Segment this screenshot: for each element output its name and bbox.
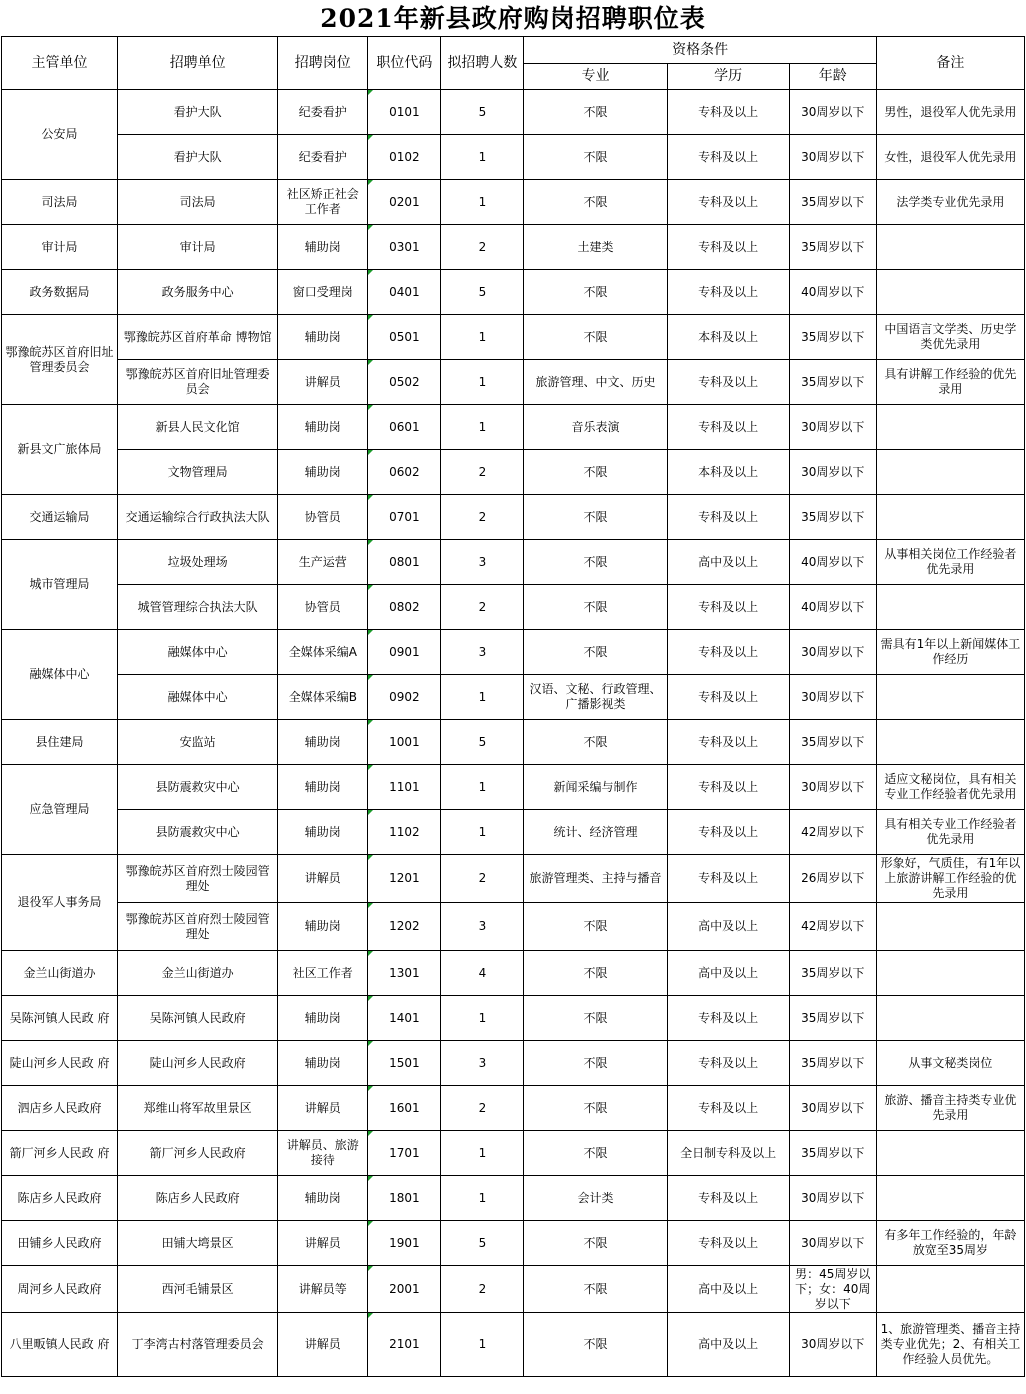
cell-code: 1102 xyxy=(368,810,441,855)
cell-education: 专科及以上 xyxy=(667,855,789,903)
cell-unit: 鄂豫皖苏区首府烈士陵园管理处 xyxy=(118,903,278,951)
cell-note xyxy=(876,450,1024,495)
cell-dept: 八里畈镇人民政 府 xyxy=(2,1313,118,1377)
cell-note: 1、旅游管理类、播音主持类专业优先；2、有相关工作经验人员优先。 xyxy=(876,1313,1024,1377)
table-header xyxy=(2,37,1025,90)
cell-education: 高中及以上 xyxy=(667,1266,789,1313)
cell-unit: 司法局 xyxy=(118,180,278,225)
cell-count: 1 xyxy=(441,180,524,225)
cell-unit: 交通运输综合行政执法大队 xyxy=(118,495,278,540)
cell-dept: 鄂豫皖苏区首府旧址管理委员会 xyxy=(2,315,118,405)
cell-education: 高中及以上 xyxy=(667,903,789,951)
cell-note: 从事文秘类岗位 xyxy=(876,1041,1024,1086)
table-row xyxy=(2,675,1025,720)
cell-major: 不限 xyxy=(524,720,667,765)
table-row xyxy=(2,1313,1025,1377)
cell-major: 不限 xyxy=(524,540,667,585)
cell-count: 1 xyxy=(441,315,524,360)
cell-note xyxy=(876,585,1024,630)
cell-unit: 丁李湾古村落管理委员会 xyxy=(118,1313,278,1377)
cell-count: 1 xyxy=(441,135,524,180)
cell-code: 1401 xyxy=(368,996,441,1041)
cell-dept: 交通运输局 xyxy=(2,495,118,540)
cell-note xyxy=(876,675,1024,720)
cell-count: 2 xyxy=(441,225,524,270)
cell-age: 40周岁以下 xyxy=(789,585,876,630)
cell-note xyxy=(876,903,1024,951)
cell-age: 30周岁以下 xyxy=(789,630,876,675)
cell-age: 30周岁以下 xyxy=(789,675,876,720)
cell-dept: 吴陈河镇人民政 府 xyxy=(2,996,118,1041)
cell-count: 5 xyxy=(441,270,524,315)
cell-age: 30周岁以下 xyxy=(789,90,876,135)
cell-code: 0801 xyxy=(368,540,441,585)
cell-count: 3 xyxy=(441,903,524,951)
cell-age: 35周岁以下 xyxy=(789,996,876,1041)
cell-count: 1 xyxy=(441,996,524,1041)
cell-post: 全媒体采编A xyxy=(278,630,368,675)
cell-unit: 陡山河乡人民政府 xyxy=(118,1041,278,1086)
cell-unit: 审计局 xyxy=(118,225,278,270)
table-row xyxy=(2,630,1025,675)
cell-major: 不限 xyxy=(524,495,667,540)
cell-code: 1301 xyxy=(368,951,441,996)
cell-note xyxy=(876,495,1024,540)
cell-count: 3 xyxy=(441,1041,524,1086)
cell-post: 协管员 xyxy=(278,585,368,630)
cell-dept: 周河乡人民政府 xyxy=(2,1266,118,1313)
cell-post: 辅助岗 xyxy=(278,405,368,450)
cell-note xyxy=(876,1266,1024,1313)
cell-age: 30周岁以下 xyxy=(789,1086,876,1131)
table-row xyxy=(2,1086,1025,1131)
cell-major: 不限 xyxy=(524,450,667,495)
cell-code: 1001 xyxy=(368,720,441,765)
header-major: 专业 xyxy=(524,64,667,90)
cell-code: 0201 xyxy=(368,180,441,225)
cell-note: 需具有1年以上新闻媒体工作经历 xyxy=(876,630,1024,675)
cell-unit: 新县人民文化馆 xyxy=(118,405,278,450)
cell-dept: 箭厂河乡人民政 府 xyxy=(2,1131,118,1176)
cell-major: 不限 xyxy=(524,951,667,996)
cell-unit: 城管管理综合执法大队 xyxy=(118,585,278,630)
cell-education: 全日制专科及以上 xyxy=(667,1131,789,1176)
header-qualifications: 资格条件 xyxy=(524,37,876,64)
cell-unit: 西河毛铺景区 xyxy=(118,1266,278,1313)
cell-age: 35周岁以下 xyxy=(789,1131,876,1176)
cell-education: 专科及以上 xyxy=(667,270,789,315)
cell-age: 26周岁以下 xyxy=(789,855,876,903)
cell-count: 2 xyxy=(441,585,524,630)
page-title: 2021年新县政府购岗招聘职位表 xyxy=(320,4,706,33)
cell-post: 辅助岗 xyxy=(278,315,368,360)
cell-major: 不限 xyxy=(524,180,667,225)
table-row xyxy=(2,1266,1025,1313)
cell-unit: 金兰山街道办 xyxy=(118,951,278,996)
cell-note: 旅游、播音主持类专业优先录用 xyxy=(876,1086,1024,1131)
cell-post: 讲解员 xyxy=(278,1221,368,1266)
header-education: 学历 xyxy=(667,64,789,90)
cell-post: 生产运营 xyxy=(278,540,368,585)
table-row xyxy=(2,1176,1025,1221)
cell-note: 从事相关岗位工作经验者优先录用 xyxy=(876,540,1024,585)
cell-education: 专科及以上 xyxy=(667,1176,789,1221)
cell-unit: 吴陈河镇人民政府 xyxy=(118,996,278,1041)
cell-age: 30周岁以下 xyxy=(789,450,876,495)
cell-count: 5 xyxy=(441,1221,524,1266)
header-unit: 招聘单位 xyxy=(118,37,278,90)
cell-post: 社区矫正社会工作者 xyxy=(278,180,368,225)
cell-note xyxy=(876,405,1024,450)
cell-note xyxy=(876,225,1024,270)
table-row xyxy=(2,720,1025,765)
cell-count: 2 xyxy=(441,855,524,903)
cell-count: 2 xyxy=(441,495,524,540)
cell-age: 30周岁以下 xyxy=(789,135,876,180)
cell-unit: 政务服务中心 xyxy=(118,270,278,315)
cell-major: 不限 xyxy=(524,1266,667,1313)
cell-dept: 司法局 xyxy=(2,180,118,225)
cell-code: 1201 xyxy=(368,855,441,903)
table-row xyxy=(2,90,1025,135)
cell-unit: 垃圾处理场 xyxy=(118,540,278,585)
cell-dept: 公安局 xyxy=(2,90,118,180)
cell-education: 专科及以上 xyxy=(667,996,789,1041)
cell-post: 辅助岗 xyxy=(278,765,368,810)
cell-count: 5 xyxy=(441,90,524,135)
cell-dept: 泗店乡人民政府 xyxy=(2,1086,118,1131)
cell-note: 男性，退役军人优先录用 xyxy=(876,90,1024,135)
cell-education: 专科及以上 xyxy=(667,1041,789,1086)
cell-post: 窗口受理岗 xyxy=(278,270,368,315)
cell-unit: 看护大队 xyxy=(118,135,278,180)
cell-count: 3 xyxy=(441,630,524,675)
cell-education: 专科及以上 xyxy=(667,90,789,135)
cell-education: 专科及以上 xyxy=(667,810,789,855)
cell-note: 具有相关专业工作经验者优先录用 xyxy=(876,810,1024,855)
cell-note xyxy=(876,270,1024,315)
cell-post: 辅助岗 xyxy=(278,903,368,951)
cell-major: 会计类 xyxy=(524,1176,667,1221)
cell-count: 1 xyxy=(441,360,524,405)
cell-code: 1601 xyxy=(368,1086,441,1131)
cell-unit: 文物管理局 xyxy=(118,450,278,495)
cell-education: 专科及以上 xyxy=(667,585,789,630)
cell-post: 讲解员等 xyxy=(278,1266,368,1313)
cell-note xyxy=(876,720,1024,765)
cell-education: 专科及以上 xyxy=(667,360,789,405)
cell-major: 新闻采编与制作 xyxy=(524,765,667,810)
cell-count: 4 xyxy=(441,951,524,996)
cell-age: 35周岁以下 xyxy=(789,360,876,405)
cell-age: 30周岁以下 xyxy=(789,1176,876,1221)
cell-count: 1 xyxy=(441,405,524,450)
table-row xyxy=(2,270,1025,315)
cell-post: 辅助岗 xyxy=(278,450,368,495)
header-post: 招聘岗位 xyxy=(278,37,368,90)
cell-age: 42周岁以下 xyxy=(789,903,876,951)
table-row xyxy=(2,225,1025,270)
cell-post: 讲解员、旅游接待 xyxy=(278,1131,368,1176)
table-row xyxy=(2,585,1025,630)
cell-education: 专科及以上 xyxy=(667,1086,789,1131)
cell-major: 不限 xyxy=(524,630,667,675)
cell-code: 0502 xyxy=(368,360,441,405)
cell-age: 35周岁以下 xyxy=(789,951,876,996)
cell-code: 0102 xyxy=(368,135,441,180)
cell-note: 形象好，气质佳，有1年以上旅游讲解工作经验的优先录用 xyxy=(876,855,1024,903)
cell-major: 旅游管理、中文、历史 xyxy=(524,360,667,405)
table-row xyxy=(2,495,1025,540)
cell-education: 专科及以上 xyxy=(667,180,789,225)
cell-education: 高中及以上 xyxy=(667,1313,789,1377)
cell-dept: 陈店乡人民政府 xyxy=(2,1176,118,1221)
cell-code: 1202 xyxy=(368,903,441,951)
cell-unit: 看护大队 xyxy=(118,90,278,135)
cell-unit: 鄂豫皖苏区首府旧址管理委员会 xyxy=(118,360,278,405)
header-age: 年龄 xyxy=(789,64,876,90)
cell-post: 辅助岗 xyxy=(278,810,368,855)
header-code: 职位代码 xyxy=(368,37,441,90)
cell-code: 0601 xyxy=(368,405,441,450)
table-row xyxy=(2,405,1025,450)
cell-dept: 田铺乡人民政府 xyxy=(2,1221,118,1266)
cell-major: 汉语、文秘、行政管理、广播影视类 xyxy=(524,675,667,720)
cell-post: 辅助岗 xyxy=(278,1176,368,1221)
cell-note: 适应文秘岗位，具有相关专业工作经验者优先录用 xyxy=(876,765,1024,810)
cell-dept: 审计局 xyxy=(2,225,118,270)
cell-post: 纪委看护 xyxy=(278,135,368,180)
cell-age: 40周岁以下 xyxy=(789,540,876,585)
cell-post: 讲解员 xyxy=(278,1313,368,1377)
cell-education: 高中及以上 xyxy=(667,540,789,585)
cell-education: 专科及以上 xyxy=(667,765,789,810)
cell-major: 不限 xyxy=(524,1041,667,1086)
cell-code: 0101 xyxy=(368,90,441,135)
cell-major: 不限 xyxy=(524,1221,667,1266)
table-row xyxy=(2,810,1025,855)
cell-dept: 退役军人事务局 xyxy=(2,855,118,951)
cell-post: 协管员 xyxy=(278,495,368,540)
cell-code: 0902 xyxy=(368,675,441,720)
cell-unit: 郑维山将军故里景区 xyxy=(118,1086,278,1131)
cell-code: 1901 xyxy=(368,1221,441,1266)
cell-unit: 融媒体中心 xyxy=(118,675,278,720)
cell-count: 1 xyxy=(441,675,524,720)
table-row xyxy=(2,360,1025,405)
table-body xyxy=(2,90,1025,1377)
cell-post: 讲解员 xyxy=(278,1086,368,1131)
header-count: 拟招聘人数 xyxy=(441,37,524,90)
cell-unit: 鄂豫皖苏区首府烈士陵园管理处 xyxy=(118,855,278,903)
cell-count: 2 xyxy=(441,1266,524,1313)
cell-code: 0501 xyxy=(368,315,441,360)
cell-post: 纪委看护 xyxy=(278,90,368,135)
cell-code: 0602 xyxy=(368,450,441,495)
table-row xyxy=(2,903,1025,951)
cell-post: 社区工作者 xyxy=(278,951,368,996)
cell-post: 全媒体采编B xyxy=(278,675,368,720)
recruitment-table xyxy=(1,36,1025,1377)
cell-age: 40周岁以下 xyxy=(789,270,876,315)
cell-post: 讲解员 xyxy=(278,855,368,903)
cell-count: 2 xyxy=(441,450,524,495)
cell-dept: 金兰山街道办 xyxy=(2,951,118,996)
table-row xyxy=(2,180,1025,225)
cell-note: 法学类专业优先录用 xyxy=(876,180,1024,225)
cell-dept: 城市管理局 xyxy=(2,540,118,630)
cell-count: 1 xyxy=(441,1131,524,1176)
cell-education: 专科及以上 xyxy=(667,720,789,765)
table-row xyxy=(2,765,1025,810)
cell-age: 42周岁以下 xyxy=(789,810,876,855)
cell-note: 女性，退役军人优先录用 xyxy=(876,135,1024,180)
cell-count: 1 xyxy=(441,1176,524,1221)
cell-major: 土建类 xyxy=(524,225,667,270)
table-row xyxy=(2,450,1025,495)
cell-age: 男：45周岁以下；女：40周岁以下 xyxy=(789,1266,876,1313)
cell-code: 2101 xyxy=(368,1313,441,1377)
cell-count: 1 xyxy=(441,810,524,855)
table-row xyxy=(2,540,1025,585)
cell-dept: 县住建局 xyxy=(2,720,118,765)
cell-unit: 县防震救灾中心 xyxy=(118,810,278,855)
cell-note xyxy=(876,1131,1024,1176)
cell-unit: 融媒体中心 xyxy=(118,630,278,675)
cell-count: 3 xyxy=(441,540,524,585)
cell-note: 具有讲解工作经验的优先录用 xyxy=(876,360,1024,405)
cell-code: 1801 xyxy=(368,1176,441,1221)
cell-major: 不限 xyxy=(524,135,667,180)
cell-major: 不限 xyxy=(524,90,667,135)
cell-count: 1 xyxy=(441,765,524,810)
cell-education: 专科及以上 xyxy=(667,135,789,180)
cell-dept: 新县文广旅体局 xyxy=(2,405,118,495)
cell-age: 30周岁以下 xyxy=(789,1313,876,1377)
cell-code: 1701 xyxy=(368,1131,441,1176)
cell-unit: 鄂豫皖苏区首府革命 博物馆 xyxy=(118,315,278,360)
table-row xyxy=(2,1041,1025,1086)
cell-age: 35周岁以下 xyxy=(789,1041,876,1086)
table-row xyxy=(2,951,1025,996)
cell-major: 不限 xyxy=(524,1131,667,1176)
cell-note xyxy=(876,1176,1024,1221)
cell-note xyxy=(876,951,1024,996)
cell-unit: 田铺大塆景区 xyxy=(118,1221,278,1266)
cell-major: 不限 xyxy=(524,315,667,360)
cell-age: 35周岁以下 xyxy=(789,315,876,360)
cell-education: 专科及以上 xyxy=(667,1221,789,1266)
cell-unit: 陈店乡人民政府 xyxy=(118,1176,278,1221)
cell-major: 不限 xyxy=(524,903,667,951)
cell-education: 专科及以上 xyxy=(667,225,789,270)
cell-major: 不限 xyxy=(524,1313,667,1377)
cell-age: 35周岁以下 xyxy=(789,180,876,225)
cell-age: 35周岁以下 xyxy=(789,720,876,765)
cell-dept: 应急管理局 xyxy=(2,765,118,855)
cell-code: 0401 xyxy=(368,270,441,315)
table-row xyxy=(2,996,1025,1041)
header-dept: 主管单位 xyxy=(2,37,118,90)
cell-major: 不限 xyxy=(524,1086,667,1131)
cell-education: 专科及以上 xyxy=(667,495,789,540)
cell-count: 2 xyxy=(441,1086,524,1131)
cell-code: 2001 xyxy=(368,1266,441,1313)
table-row xyxy=(2,855,1025,903)
cell-dept: 融媒体中心 xyxy=(2,630,118,720)
cell-post: 讲解员 xyxy=(278,360,368,405)
cell-note: 有多年工作经验的，年龄放宽至35周岁 xyxy=(876,1221,1024,1266)
cell-education: 专科及以上 xyxy=(667,630,789,675)
table-row xyxy=(2,135,1025,180)
cell-major: 不限 xyxy=(524,270,667,315)
cell-code: 0802 xyxy=(368,585,441,630)
cell-age: 35周岁以下 xyxy=(789,225,876,270)
cell-unit: 县防震救灾中心 xyxy=(118,765,278,810)
cell-education: 高中及以上 xyxy=(667,951,789,996)
cell-education: 本科及以上 xyxy=(667,450,789,495)
cell-post: 辅助岗 xyxy=(278,720,368,765)
cell-dept: 政务数据局 xyxy=(2,270,118,315)
cell-major: 统计、经济管理 xyxy=(524,810,667,855)
cell-post: 辅助岗 xyxy=(278,1041,368,1086)
cell-dept: 陡山河乡人民政 府 xyxy=(2,1041,118,1086)
cell-code: 0901 xyxy=(368,630,441,675)
cell-age: 30周岁以下 xyxy=(789,405,876,450)
cell-code: 1101 xyxy=(368,765,441,810)
cell-age: 30周岁以下 xyxy=(789,765,876,810)
cell-note xyxy=(876,996,1024,1041)
cell-major: 音乐表演 xyxy=(524,405,667,450)
cell-major: 不限 xyxy=(524,996,667,1041)
cell-education: 专科及以上 xyxy=(667,675,789,720)
cell-major: 旅游管理类、主持与播音 xyxy=(524,855,667,903)
cell-major: 不限 xyxy=(524,585,667,630)
cell-post: 辅助岗 xyxy=(278,996,368,1041)
cell-education: 专科及以上 xyxy=(667,405,789,450)
table-row xyxy=(2,1221,1025,1266)
cell-unit: 箭厂河乡人民政府 xyxy=(118,1131,278,1176)
cell-count: 5 xyxy=(441,720,524,765)
table-row xyxy=(2,315,1025,360)
table-row xyxy=(2,1131,1025,1176)
cell-education: 本科及以上 xyxy=(667,315,789,360)
cell-age: 35周岁以下 xyxy=(789,495,876,540)
cell-code: 1501 xyxy=(368,1041,441,1086)
cell-post: 辅助岗 xyxy=(278,225,368,270)
cell-code: 0701 xyxy=(368,495,441,540)
cell-unit: 安监站 xyxy=(118,720,278,765)
header-note: 备注 xyxy=(876,37,1024,90)
cell-note: 中国语言文学类、历史学类优先录用 xyxy=(876,315,1024,360)
cell-code: 0301 xyxy=(368,225,441,270)
cell-count: 1 xyxy=(441,1313,524,1377)
cell-age: 30周岁以下 xyxy=(789,1221,876,1266)
